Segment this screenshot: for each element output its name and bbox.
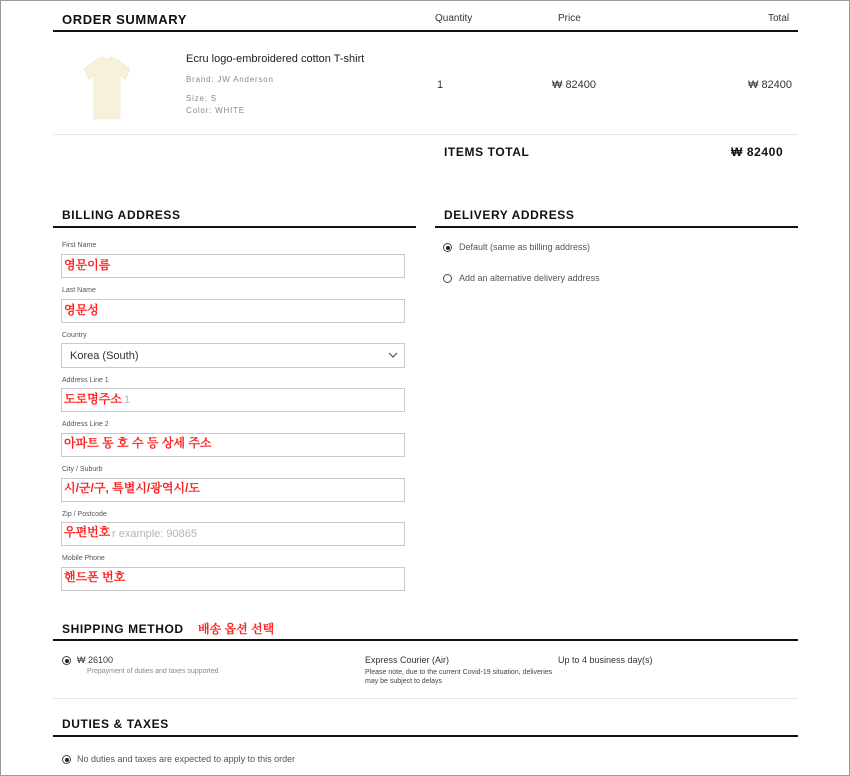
address-line2-annotation: 아파트 동 호 수 등 상세 주소 (64, 436, 212, 450)
country-label: Country (62, 332, 87, 339)
delivery-alternative-radio[interactable] (443, 274, 452, 283)
address-line1-label: Address Line 1 (62, 377, 109, 384)
shipping-option-radio[interactable] (62, 656, 71, 665)
zip-placeholder: r example: 90865 (112, 528, 197, 540)
delivery-alternative-label[interactable]: Add an alternative delivery address (459, 273, 600, 283)
items-total-label: ITEMS TOTAL (444, 145, 530, 159)
chevron-down-icon (388, 352, 398, 359)
product-brand: Brand: JW Anderson (186, 75, 274, 84)
item-divider (53, 134, 798, 135)
shipping-rule (53, 639, 798, 641)
product-name[interactable]: Ecru logo-embroidered cotton T-shirt (186, 53, 365, 65)
last-name-field[interactable] (61, 299, 405, 323)
product-total: ₩ 82400 (748, 79, 793, 91)
column-price: Price (558, 13, 581, 24)
duties-taxes-title: DUTIES & TAXES (62, 717, 169, 731)
items-total-value: ₩ 82400 (731, 145, 784, 159)
address-line2-label: Address Line 2 (62, 421, 109, 428)
billing-address-title: BILLING ADDRESS (62, 208, 181, 222)
shipping-carrier-note: Please note, due to the current Covid-19 situation, deliveries may be subject to delays (365, 669, 553, 685)
shipping-carrier: Express Courier (Air) (365, 655, 450, 665)
zip-annotation: 우편번호 (64, 525, 111, 539)
order-summary-rule (53, 30, 798, 32)
zip-field[interactable] (61, 522, 405, 546)
column-quantity: Quantity (435, 13, 473, 24)
first-name-annotation: 영문이름 (64, 258, 111, 272)
last-name-annotation: 영문성 (64, 303, 99, 317)
product-price: ₩ 82400 (552, 79, 597, 91)
shipping-price-note: Prepayment of duties and taxes supported (87, 668, 219, 675)
duties-option-radio[interactable] (62, 755, 71, 764)
city-annotation: 시/군/구, 특별시/광역시/도 (64, 481, 200, 495)
address-line1-placeholder: 1 (124, 394, 131, 406)
delivery-default-radio[interactable] (443, 243, 452, 252)
delivery-rule (435, 226, 798, 228)
column-total: Total (768, 13, 790, 24)
delivery-address-title: DELIVERY ADDRESS (444, 208, 575, 222)
shipping-price: ₩ 26100 (77, 655, 114, 665)
city-label: City / Suburb (62, 466, 103, 473)
shipping-eta: Up to 4 business day(s) (558, 655, 653, 665)
billing-rule (53, 226, 416, 228)
duties-rule (53, 735, 798, 737)
last-name-label: Last Name (62, 287, 96, 294)
duties-option-label[interactable]: No duties and taxes are expected to apply to this order (77, 754, 296, 764)
zip-label: Zip / Postcode (62, 511, 107, 518)
country-select[interactable] (61, 343, 405, 368)
shipping-method-title: SHIPPING METHOD (62, 622, 184, 636)
first-name-label: First Name (62, 242, 97, 249)
mobile-phone-label: Mobile Phone (62, 555, 105, 562)
shipping-method-annotation: 배송 옵션 선택 (198, 622, 275, 636)
shipping-divider (53, 698, 798, 699)
address-line1-annotation: 도로명주소 (64, 392, 122, 406)
order-summary-title: ORDER SUMMARY (62, 12, 188, 27)
country-value: Korea (South) (70, 350, 139, 362)
product-quantity: 1 (437, 79, 444, 91)
tshirt-image (82, 55, 132, 121)
product-color: Color: WHITE (186, 106, 245, 115)
mobile-phone-annotation: 핸드폰 번호 (64, 570, 126, 584)
product-size: Size: S (186, 94, 217, 103)
delivery-default-label[interactable]: Default (same as billing address) (459, 242, 591, 252)
first-name-field[interactable] (61, 254, 405, 278)
